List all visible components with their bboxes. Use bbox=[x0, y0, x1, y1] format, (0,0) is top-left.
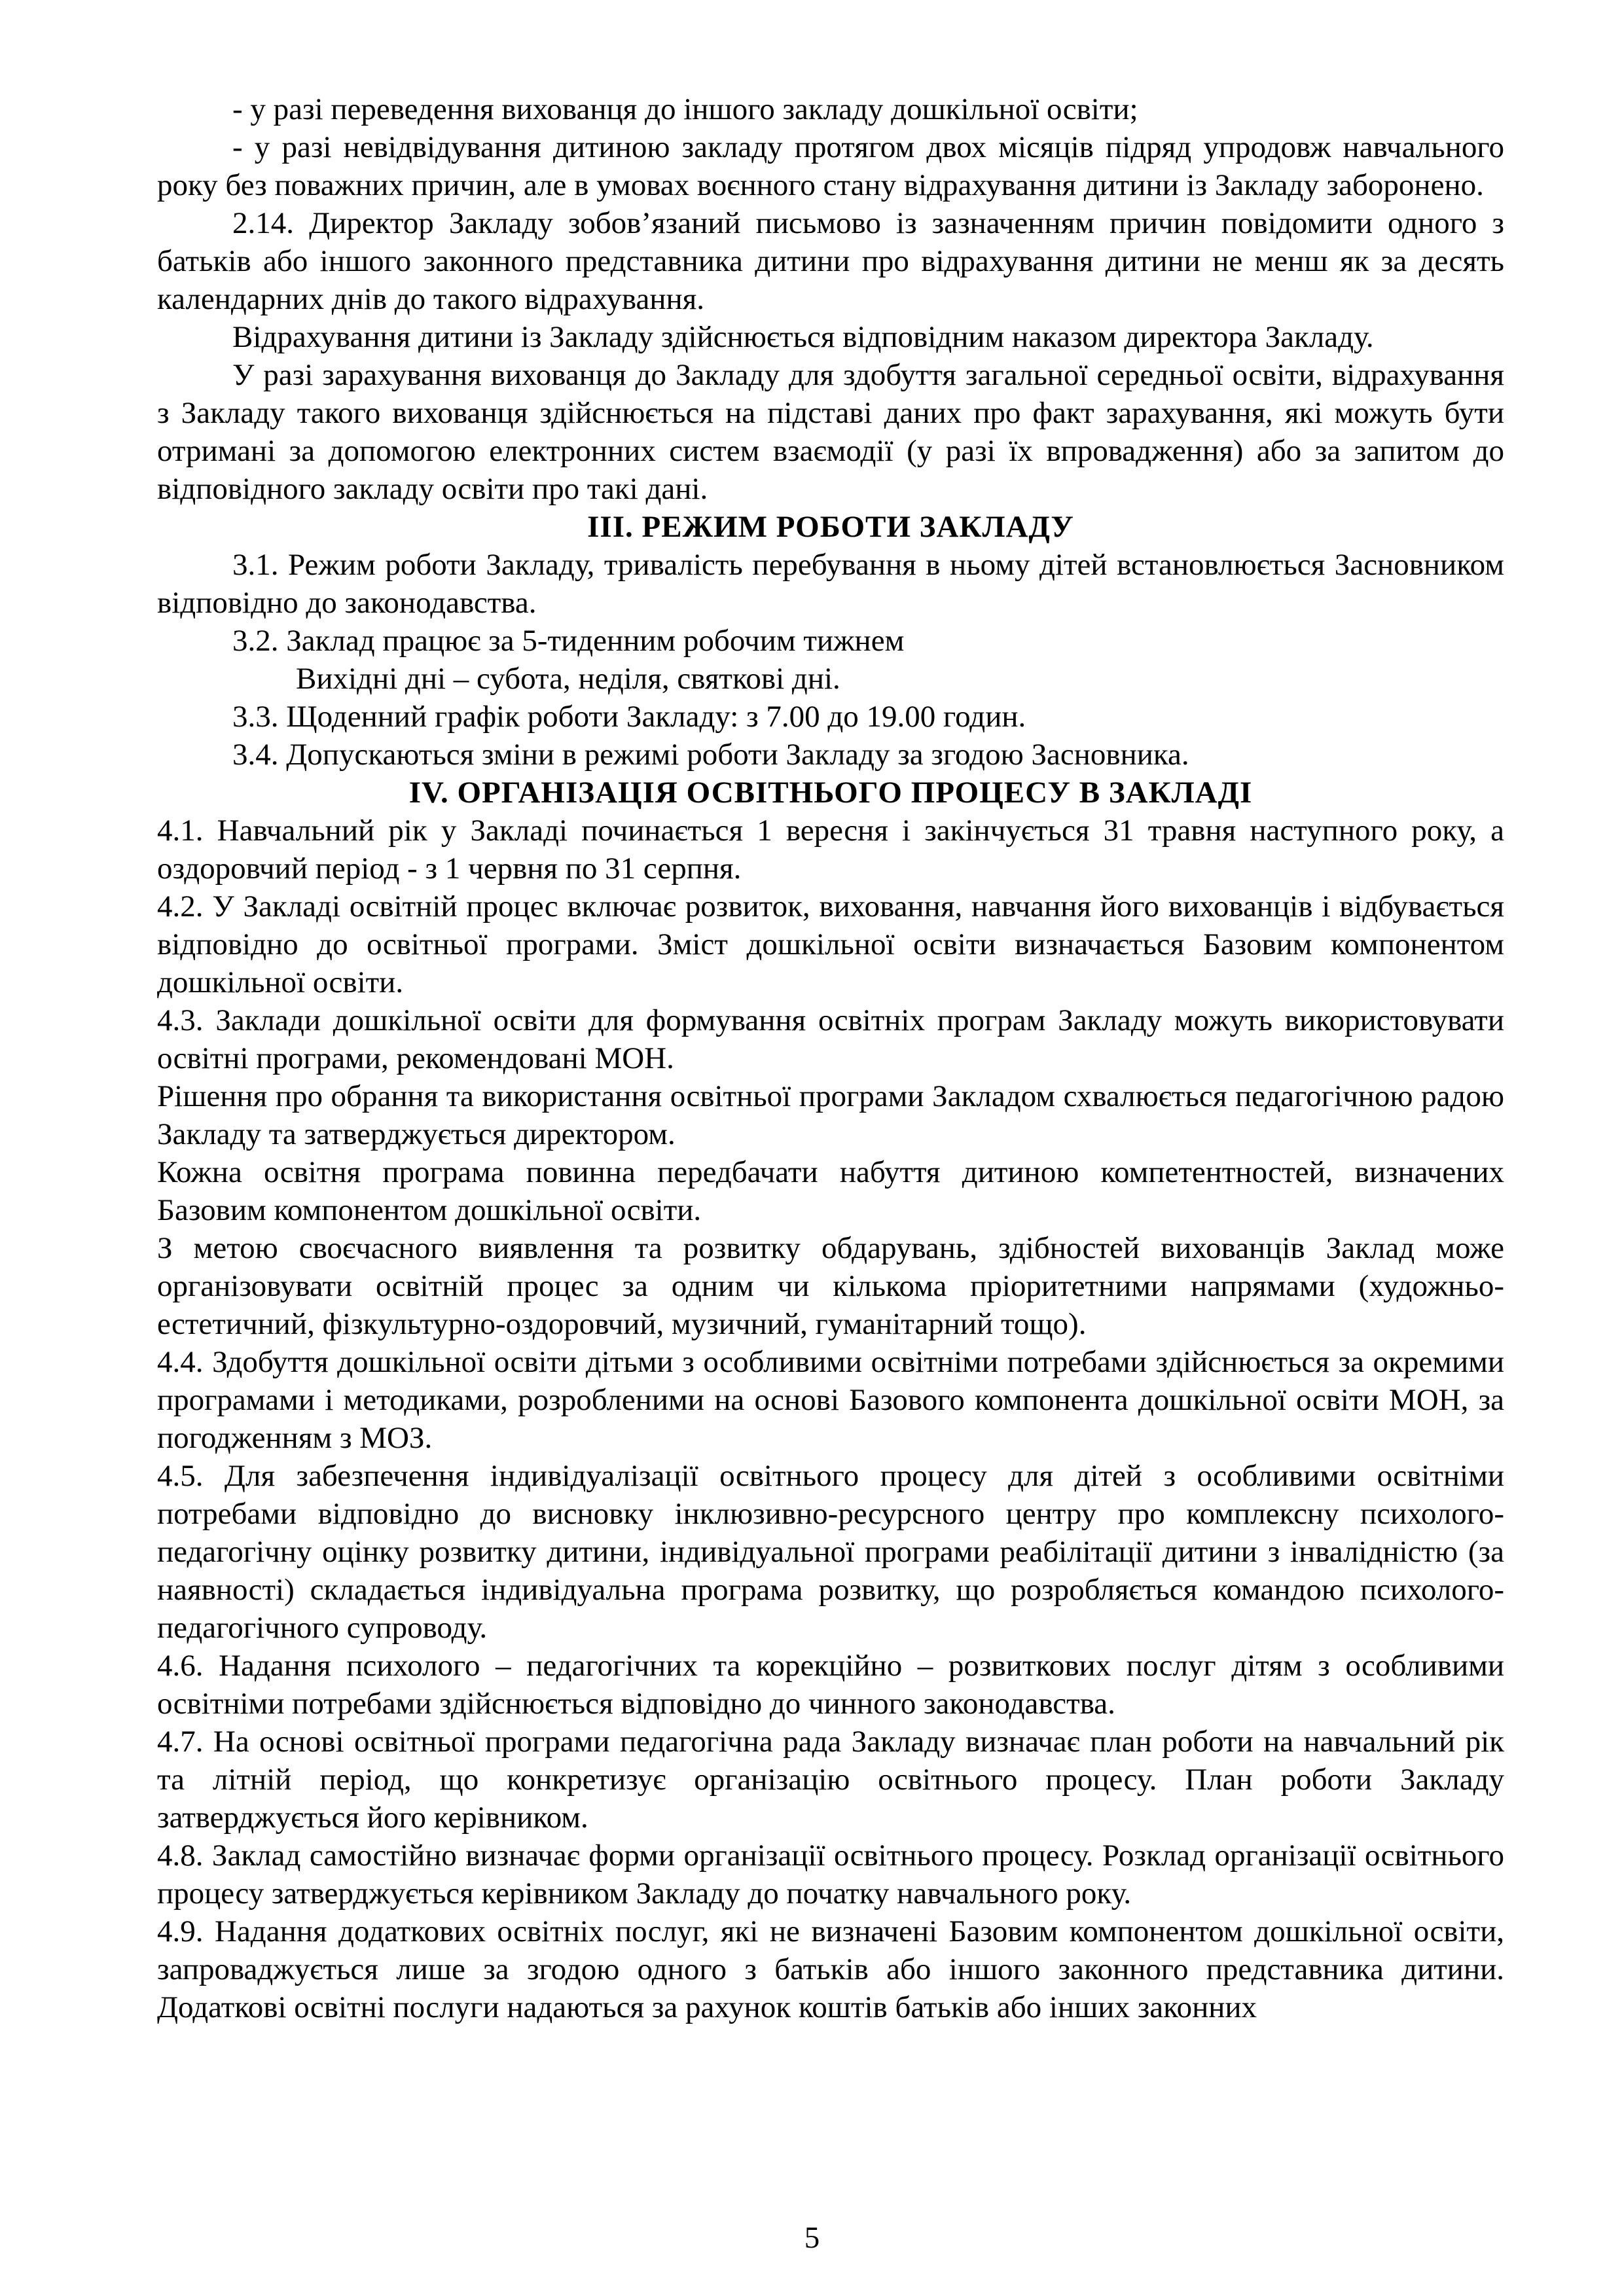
section-heading-4: IV. ОРГАНІЗАЦІЯ ОСВІТНЬОГО ПРОЦЕСУ В ЗАКЛАДІ bbox=[408, 776, 1253, 810]
paragraph-talents: З метою своєчасного виявлення та розвитку обдарувань, здібностей вихованців Заклад може організовувати освітній процес за одним чи кількома пріоритетними напрямами (художньо-естетичний, фізкультурно-оздоровчий, музичний, гуманітарний тощо). bbox=[157, 1231, 1504, 1341]
paragraph-4-6: 4.6. Надання психолого – педагогічних та корекційно – розвиткових послуг дітям з особливими освітніми потребами здійснюється відповідно до чинного законодавства. bbox=[157, 1649, 1504, 1721]
paragraph-4-3: 4.3. Заклади дошкільної освіти для формування освітніх програм Закладу можуть використовувати освітні програми, рекомендовані МОН. bbox=[157, 1003, 1504, 1075]
paragraph-enrollment-data: У разі зарахування вихованця до Закладу для здобуття загальної середньої освіти, відрахування з Закладу такого вихованця здійснюється на підставі даних про факт зарахування, які можуть бути отримані за допомогою електронних систем взаємодії (у разі їх впровадження) або за запитом до відповідного закладу освіти про такі дані. bbox=[157, 358, 1504, 506]
paragraph-4-9: 4.9. Надання додаткових освітніх послуг, які не визначені Базовим компонентом дошкільної освіти, запроваджується лише за згодою одного з батьків або іншого законного представника дитини. Додаткові освітні послуги надаються за рахунок коштів батьків або інших законних bbox=[157, 1914, 1504, 2024]
paragraph-4-8: 4.8. Заклад самостійно визначає форми організації освітнього процесу. Розклад організації освітнього процесу затверджується керівником Закладу до початку навчального року. bbox=[157, 1839, 1504, 1910]
paragraph-program-competence: Кожна освітня програма повинна передбачати набуття дитиною компетентностей, визначених Базовим компонентом дошкільної освіти. bbox=[157, 1155, 1504, 1227]
paragraph-4-2: 4.2. У Закладі освітній процес включає розвиток, виховання, навчання його вихованців і відбувається відповідно до освітньої програми. Зміст дошкільної освіти визначається Базовим компонентом дошкільної освіти. bbox=[157, 889, 1504, 999]
paragraph-3-2: 3.2. Заклад працює за 5-тиденним робочим тижнем bbox=[232, 624, 905, 658]
paragraph-3-3: 3.3. Щоденний графік роботи Закладу: з 7.00 до 19.00 годин. bbox=[232, 700, 1026, 734]
paragraph-weekend: Вихідні дні – субота, неділя, святкові дні. bbox=[296, 662, 840, 696]
paragraph-3-1: 3.1. Режим роботи Закладу, тривалість перебування в ньому дітей встановлюється Засновником відповідно до законодавства. bbox=[157, 548, 1504, 620]
page-number: 5 bbox=[804, 2221, 820, 2255]
list-item-non-attendance: - у разі невідвідування дитиною закладу протягом двох місяців підряд упродовж навчального року без поважних причин, але в умовах воєнного стану відрахування дитини із Закладу заборонено. bbox=[157, 130, 1504, 202]
paragraph-expulsion-order: Відрахування дитини із Закладу здійснюється відповідним наказом директора Закладу. bbox=[232, 320, 1374, 354]
paragraph-4-1: 4.1. Навчальний рік у Закладі починається 1 вересня і закінчується 31 травня наступного року, а оздоровчий період - з 1 червня по 31 серпня. bbox=[157, 814, 1504, 886]
list-item-transfer: - у разі переведення вихованця до іншого закладу дошкільної освіти; bbox=[232, 92, 1138, 126]
paragraph-2-14: 2.14. Директор Закладу зобов’язаний письмово із зазначенням причин повідомити одного з батьків або іншого законного представника дитини про відрахування дитини не менш як за десять календарних днів до такого відрахування. bbox=[157, 206, 1504, 316]
paragraph-4-7: 4.7. На основі освітньої програми педагогічна рада Закладу визначає план роботи на навчальний рік та літній період, що конкретизує організацію освітнього процесу. План роботи Закладу затверджується його керівником. bbox=[157, 1725, 1504, 1835]
paragraph-4-5: 4.5. Для забезпечення індивідуалізації освітнього процесу для дітей з особливими освітніми потребами відповідно до висновку інклюзивно-ресурсного центру про комплексну психолого-педагогічну оцінку розвитку дитини, індивідуальної програми реабілітації дитини з інвалідністю (за наявності) складається індивідуальна програма розвитку, що розробляється командою психолого-педагогічного супроводу. bbox=[157, 1459, 1504, 1645]
paragraph-4-4: 4.4. Здобуття дошкільної освіти дітьми з особливими освітніми потребами здійснюється за окремими програмами і методиками, розробленими на основі Базового компонента дошкільної освіти МОН, за погодженням з МОЗ. bbox=[157, 1345, 1504, 1455]
paragraph-program-decision: Рішення про обрання та використання освітньої програми Закладом схвалюється педагогічною радою Закладу та затверджується директором. bbox=[157, 1079, 1504, 1151]
paragraph-3-4: 3.4. Допускаються зміни в режимі роботи Закладу за згодою Засновника. bbox=[232, 738, 1189, 772]
section-heading-3: ІІІ. РЕЖИМ РОБОТИ ЗАКЛАДУ bbox=[587, 510, 1074, 544]
